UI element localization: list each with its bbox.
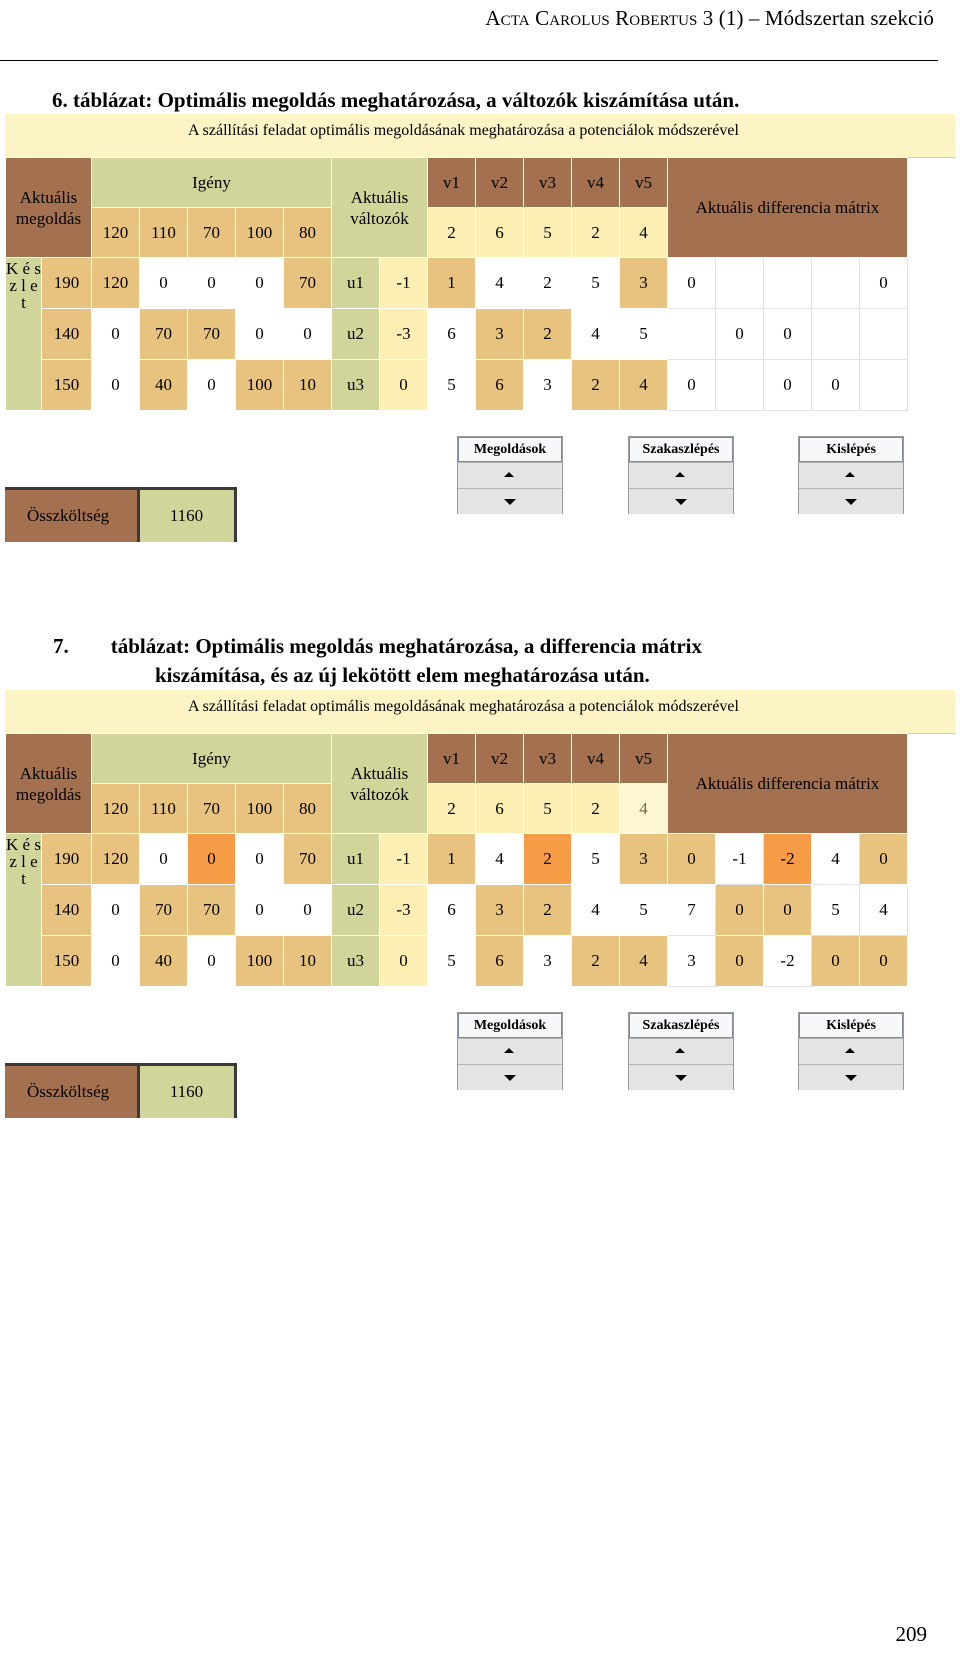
allocation-cell[interactable]: 0 xyxy=(188,936,236,987)
diff-cell: 0 xyxy=(764,360,812,411)
d-cell: 5 xyxy=(428,360,476,411)
small-step-spinner-title: Kislépés xyxy=(799,1013,903,1038)
v-name: v4 xyxy=(572,734,620,784)
v-name: v5 xyxy=(620,158,668,208)
v-name: v4 xyxy=(572,158,620,208)
phase-step-down-button[interactable] xyxy=(629,488,733,514)
small-step-down-button[interactable] xyxy=(799,1064,903,1090)
u-value: -3 xyxy=(380,885,428,936)
stock-label: K é s z l e t xyxy=(6,258,42,411)
diff-cell: 0 xyxy=(812,936,860,987)
phase-step-up-button[interactable] xyxy=(629,1038,733,1064)
demand-cell[interactable]: 70 xyxy=(188,784,236,834)
caret-up-icon xyxy=(845,472,855,477)
total-cost-label: Összköltség xyxy=(5,489,138,543)
d-cell-highlight: 2 xyxy=(524,834,572,885)
allocation-cell[interactable]: 100 xyxy=(236,360,284,411)
v-name: v1 xyxy=(428,158,476,208)
diff-cell: -1 xyxy=(716,834,764,885)
phase-step-spinner[interactable] xyxy=(628,1012,734,1090)
stock-cell[interactable]: 190 xyxy=(42,258,92,309)
v-value: 4 xyxy=(620,784,668,834)
allocation-cell[interactable]: 0 xyxy=(92,309,140,360)
demand-cell[interactable]: 70 xyxy=(188,208,236,258)
small-step-down-button[interactable] xyxy=(799,488,903,514)
v-value: 2 xyxy=(428,208,476,258)
demand-cell[interactable]: 80 xyxy=(284,784,332,834)
d-cell: 2 xyxy=(572,936,620,987)
diff-cell xyxy=(812,258,860,309)
demand-cell[interactable]: 110 xyxy=(140,208,188,258)
small-step-spinner-title: Kislépés xyxy=(799,437,903,462)
table-7-banner: A szállítási feladat optimális megoldásának meghatározása a potenciálok módszerével xyxy=(5,690,955,734)
allocation-cell[interactable]: 0 xyxy=(188,360,236,411)
demand-cell[interactable]: 120 xyxy=(92,784,140,834)
diff-cell: 4 xyxy=(860,885,908,936)
d-cell: 2 xyxy=(524,885,572,936)
d-cell: 1 xyxy=(428,258,476,309)
stock-cell[interactable]: 140 xyxy=(42,309,92,360)
diff-cell: 0 xyxy=(716,885,764,936)
total-cost-value: 1160 xyxy=(138,489,235,543)
solutions-spinner[interactable] xyxy=(457,1012,563,1090)
stock-cell[interactable]: 150 xyxy=(42,936,92,987)
phase-step-down-button[interactable] xyxy=(629,1064,733,1090)
diff-cell: 0 xyxy=(860,258,908,309)
d-cell: 5 xyxy=(620,309,668,360)
diff-cell xyxy=(764,258,812,309)
demand-label: Igény xyxy=(92,158,332,208)
caret-down-icon xyxy=(504,499,516,505)
diff-cell xyxy=(716,360,764,411)
allocation-cell[interactable]: 0 xyxy=(188,258,236,309)
u-name: u2 xyxy=(332,309,380,360)
caret-up-icon xyxy=(504,1048,514,1053)
phase-step-up-button[interactable] xyxy=(629,462,733,488)
d-cell: 4 xyxy=(620,360,668,411)
diff-cell xyxy=(812,309,860,360)
diff-cell: 4 xyxy=(812,834,860,885)
total-cost-value: 1160 xyxy=(138,1065,235,1119)
small-step-spinner[interactable] xyxy=(798,1012,904,1090)
allocation-cell[interactable]: 70 xyxy=(284,834,332,885)
demand-label: Igény xyxy=(92,734,332,784)
header-rule xyxy=(0,60,938,61)
allocation-cell[interactable]: 10 xyxy=(284,360,332,411)
allocation-cell[interactable]: 120 xyxy=(92,834,140,885)
d-cell: 3 xyxy=(476,885,524,936)
stock-cell[interactable]: 140 xyxy=(42,885,92,936)
demand-cell[interactable]: 100 xyxy=(236,208,284,258)
u-value: -3 xyxy=(380,309,428,360)
diff-cell: 0 xyxy=(812,360,860,411)
v-value: 2 xyxy=(572,208,620,258)
stock-label: K é s z l e t xyxy=(6,834,42,987)
d-cell: 3 xyxy=(620,834,668,885)
diff-cell: 0 xyxy=(668,258,716,309)
caret-up-icon xyxy=(675,472,685,477)
caret-down-icon xyxy=(504,1075,516,1081)
d-cell: 3 xyxy=(524,360,572,411)
v-value: 5 xyxy=(524,208,572,258)
table-7-total xyxy=(5,1063,237,1118)
d-cell: 2 xyxy=(572,360,620,411)
diff-cell: 7 xyxy=(668,885,716,936)
u-name: u1 xyxy=(332,834,380,885)
allocation-cell[interactable]: 0 xyxy=(284,309,332,360)
diff-matrix-label: Aktuális differencia mátrix xyxy=(668,158,908,258)
allocation-cell[interactable]: 0 xyxy=(140,258,188,309)
total-cost-label: Összköltség xyxy=(5,1065,138,1119)
variables-label: Aktuális változók xyxy=(332,734,428,834)
d-cell: 6 xyxy=(428,885,476,936)
d-cell: 5 xyxy=(428,936,476,987)
diff-cell: 0 xyxy=(668,360,716,411)
table-6-caption: 6. táblázat: Optimális megoldás meghatározása, a változók kiszámítása után. xyxy=(52,88,740,112)
v-value: 2 xyxy=(572,784,620,834)
d-cell: 4 xyxy=(476,834,524,885)
solutions-down-button[interactable] xyxy=(458,488,562,514)
allocation-cell[interactable]: 70 xyxy=(140,309,188,360)
u-value: -1 xyxy=(380,834,428,885)
allocation-cell[interactable]: 0 xyxy=(92,885,140,936)
d-cell: 2 xyxy=(524,258,572,309)
table-7-grid xyxy=(5,733,908,987)
v-value: 4 xyxy=(620,208,668,258)
table-6-banner: A szállítási feladat optimális megoldásának meghatározása a potenciálok módszerével xyxy=(5,114,955,158)
diff-cell xyxy=(860,360,908,411)
u-value: -1 xyxy=(380,258,428,309)
u-name: u1 xyxy=(332,258,380,309)
allocation-cell[interactable]: 70 xyxy=(284,258,332,309)
diff-cell: -2 xyxy=(764,936,812,987)
v-name: v5 xyxy=(620,734,668,784)
d-cell: 3 xyxy=(524,936,572,987)
demand-cell[interactable]: 80 xyxy=(284,208,332,258)
allocation-cell[interactable]: 0 xyxy=(236,258,284,309)
diff-cell: 0 xyxy=(764,885,812,936)
allocation-cell[interactable]: 0 xyxy=(92,360,140,411)
page-number: 209 xyxy=(895,1622,927,1646)
diff-cell: 5 xyxy=(812,885,860,936)
diff-cell: 0 xyxy=(764,309,812,360)
v-name: v3 xyxy=(524,734,572,784)
v-name: v1 xyxy=(428,734,476,784)
allocation-cell[interactable]: 10 xyxy=(284,936,332,987)
v-value: 2 xyxy=(428,784,476,834)
d-cell: 4 xyxy=(476,258,524,309)
caret-up-icon xyxy=(845,1048,855,1053)
allocation-cell[interactable]: 70 xyxy=(188,309,236,360)
table-7-caption-line-1: 7. táblázat: Optimális megoldás meghatározása, a differencia mátrix xyxy=(53,634,702,658)
diff-matrix-label: Aktuális differencia mátrix xyxy=(668,734,908,834)
small-step-up-button[interactable] xyxy=(799,462,903,488)
caret-down-icon xyxy=(845,499,857,505)
v-name: v2 xyxy=(476,734,524,784)
stock-cell[interactable]: 150 xyxy=(42,360,92,411)
diff-cell xyxy=(668,309,716,360)
phase-step-spinner-title: Szakaszlépés xyxy=(629,437,733,462)
diff-cell-minimum: -2 xyxy=(764,834,812,885)
solutions-down-button[interactable] xyxy=(458,1064,562,1090)
d-cell: 1 xyxy=(428,834,476,885)
phase-step-spinner[interactable] xyxy=(628,436,734,514)
caret-down-icon xyxy=(675,1075,687,1081)
d-cell: 6 xyxy=(476,936,524,987)
v-name: v3 xyxy=(524,158,572,208)
allocation-cell[interactable]: 0 xyxy=(284,885,332,936)
d-cell: 3 xyxy=(620,258,668,309)
solutions-up-button[interactable] xyxy=(458,1038,562,1064)
small-step-spinner[interactable] xyxy=(798,436,904,514)
diff-cell xyxy=(716,258,764,309)
diff-cell: 0 xyxy=(668,834,716,885)
table-6-total xyxy=(5,487,237,542)
d-cell: 5 xyxy=(572,258,620,309)
u-value: 0 xyxy=(380,936,428,987)
demand-cell[interactable]: 100 xyxy=(236,784,284,834)
u-name: u3 xyxy=(332,360,380,411)
allocation-cell[interactable]: 0 xyxy=(140,834,188,885)
variables-label: Aktuális változók xyxy=(332,158,428,258)
u-name: u2 xyxy=(332,885,380,936)
caret-up-icon xyxy=(675,1048,685,1053)
diff-cell: 0 xyxy=(860,834,908,885)
allocation-cell[interactable]: 120 xyxy=(92,258,140,309)
d-cell: 5 xyxy=(620,885,668,936)
allocation-cell[interactable]: 70 xyxy=(140,885,188,936)
u-name: u3 xyxy=(332,936,380,987)
d-cell: 3 xyxy=(476,309,524,360)
allocation-cell[interactable]: 0 xyxy=(236,885,284,936)
diff-cell: 0 xyxy=(716,936,764,987)
small-step-up-button[interactable] xyxy=(799,1038,903,1064)
table-7-caption-line-2: kiszámítása, és az új lekötött elem meghatározása után. xyxy=(155,663,650,687)
d-cell: 4 xyxy=(572,885,620,936)
phase-step-spinner-title: Szakaszlépés xyxy=(629,1013,733,1038)
demand-cell[interactable]: 110 xyxy=(140,784,188,834)
d-cell: 4 xyxy=(572,309,620,360)
current-solution-label: Aktuális megoldás xyxy=(6,158,92,258)
solutions-spinner-title: Megoldások xyxy=(458,1013,562,1038)
allocation-cell[interactable]: 40 xyxy=(140,936,188,987)
v-value: 6 xyxy=(476,784,524,834)
caret-down-icon xyxy=(845,1075,857,1081)
allocation-cell[interactable]: 70 xyxy=(188,885,236,936)
caret-down-icon xyxy=(675,499,687,505)
v-value: 5 xyxy=(524,784,572,834)
allocation-cell[interactable]: 40 xyxy=(140,360,188,411)
d-cell: 6 xyxy=(476,360,524,411)
d-cell: 5 xyxy=(572,834,620,885)
solutions-up-button[interactable] xyxy=(458,462,562,488)
diff-cell: 0 xyxy=(716,309,764,360)
running-head: Acta Carolus Robertus 3 (1) – Módszertan szekció xyxy=(485,6,934,30)
allocation-cell[interactable]: 100 xyxy=(236,936,284,987)
table-6-grid xyxy=(5,157,908,411)
d-cell: 6 xyxy=(428,309,476,360)
allocation-cell[interactable]: 0 xyxy=(236,834,284,885)
d-cell: 2 xyxy=(524,309,572,360)
stock-cell[interactable]: 190 xyxy=(42,834,92,885)
diff-cell: 3 xyxy=(668,936,716,987)
allocation-cell[interactable]: 0 xyxy=(236,309,284,360)
allocation-cell[interactable]: 0 xyxy=(92,936,140,987)
v-value: 6 xyxy=(476,208,524,258)
v-name: v2 xyxy=(476,158,524,208)
u-value: 0 xyxy=(380,360,428,411)
solutions-spinner-title: Megoldások xyxy=(458,437,562,462)
solutions-spinner[interactable] xyxy=(457,436,563,514)
current-solution-label: Aktuális megoldás xyxy=(6,734,92,834)
demand-cell[interactable]: 120 xyxy=(92,208,140,258)
diff-cell: 0 xyxy=(860,936,908,987)
allocation-cell-new-basic[interactable]: 0 xyxy=(188,834,236,885)
diff-cell xyxy=(860,309,908,360)
d-cell: 4 xyxy=(620,936,668,987)
caret-up-icon xyxy=(504,472,514,477)
